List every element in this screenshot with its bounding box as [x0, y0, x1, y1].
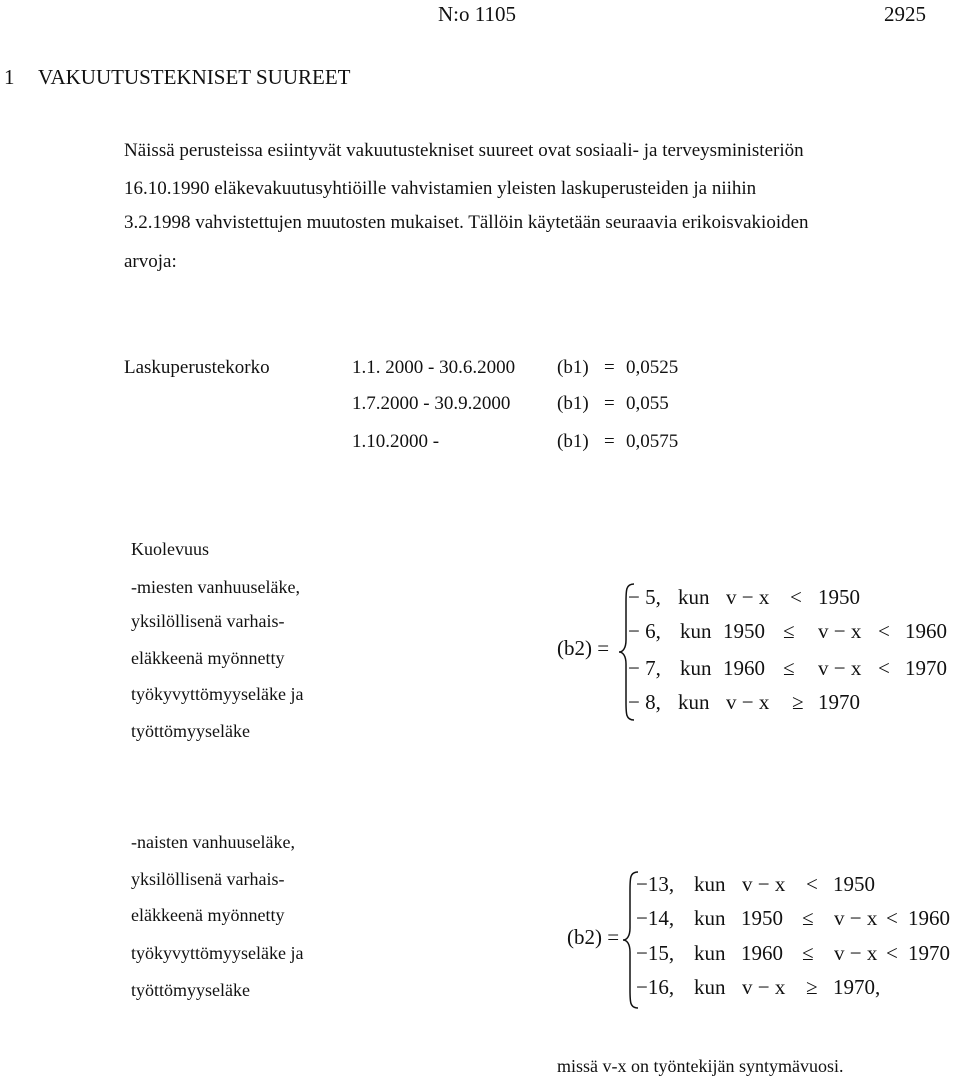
case-variable: v − x	[742, 872, 786, 896]
case-operator: <	[878, 619, 890, 643]
case-operator: <	[790, 585, 802, 609]
interest-equals: =	[604, 357, 615, 378]
women-line: yksilöllisenä varhais-	[131, 869, 285, 889]
interest-value: 0,0525	[626, 357, 679, 378]
case-variable: v − x	[834, 941, 878, 965]
case-kun: kun	[694, 975, 726, 999]
case-value: −15,	[636, 941, 675, 965]
case-operator: ≤	[783, 656, 795, 680]
footnote: missä v-x on työntekijän syntymävuosi.	[557, 1056, 844, 1076]
case-kun: kun	[678, 585, 710, 609]
men-line: työttömyyseläke	[131, 721, 250, 741]
case-variable: v − x	[818, 619, 862, 643]
interest-equals: =	[604, 393, 615, 414]
intro-line-1: Näissä perusteissa esiintyvät vakuutustekniset suureet ovat sosiaali- ja terveysministeriön	[124, 140, 804, 161]
interest-period: 1.1. 2000 - 30.6.2000	[352, 357, 516, 378]
case-variable: v − x	[726, 690, 770, 714]
case-variable: v − x	[742, 975, 786, 999]
men-line: eläkkeenä myönnetty	[131, 648, 285, 668]
case-bound: 1970	[908, 941, 950, 965]
page-number: 2925	[884, 2, 926, 26]
interest-period: 1.7.2000 - 30.9.2000	[352, 393, 511, 414]
case-operator: ≤	[802, 906, 814, 930]
women-line: eläkkeenä myönnetty	[131, 905, 285, 925]
men-line: yksilöllisenä varhais-	[131, 611, 285, 631]
case-variable: v − x	[834, 906, 878, 930]
men-formula-lhs: (b2) =	[557, 636, 610, 660]
case-bound: 1970,	[833, 975, 881, 999]
case-value: −14,	[636, 906, 675, 930]
case-operator: ≥	[792, 690, 804, 714]
case-bound: 1970	[905, 656, 947, 680]
case-kun: kun	[680, 619, 712, 643]
case-operator: ≤	[783, 619, 795, 643]
case-variable: v − x	[818, 656, 862, 680]
case-kun: kun	[694, 872, 726, 896]
case-value: −13,	[636, 872, 675, 896]
interest-symbol: (b1)	[557, 357, 589, 378]
section-number: 1	[4, 65, 15, 89]
case-kun: kun	[678, 690, 710, 714]
case-bound: 1950	[741, 906, 783, 930]
case-kun: kun	[680, 656, 712, 680]
mortality-heading: Kuolevuus	[131, 539, 209, 559]
case-operator: <	[878, 656, 890, 680]
case-operator: ≥	[806, 975, 818, 999]
case-operator: ≤	[802, 941, 814, 965]
intro-line-3: 3.2.1998 vahvistettujen muutosten mukaiset. Tällöin käytetään seuraavia erikoisvakioiden	[124, 212, 809, 233]
case-operator: <	[886, 906, 898, 930]
case-bound: 1950	[818, 585, 860, 609]
case-bound: 1960	[723, 656, 765, 680]
interest-value: 0,055	[626, 393, 669, 414]
case-bound: 1960	[908, 906, 950, 930]
interest-symbol: (b1)	[557, 431, 589, 452]
case-value: − 8,	[628, 690, 661, 714]
case-variable: v − x	[726, 585, 770, 609]
case-operator: <	[806, 872, 818, 896]
interest-label: Laskuperustekorko	[124, 357, 270, 378]
case-kun: kun	[694, 906, 726, 930]
case-bound: 1970	[818, 690, 860, 714]
interest-symbol: (b1)	[557, 393, 589, 414]
case-bound: 1960	[905, 619, 947, 643]
case-value: − 7,	[628, 656, 661, 680]
intro-line-2: 16.10.1990 eläkevakuutusyhtiöille vahvistamien yleisten laskuperusteiden ja niihin	[124, 178, 757, 199]
men-line: -miesten vanhuuseläke,	[131, 577, 300, 597]
interest-period: 1.10.2000 -	[352, 431, 440, 452]
men-line: työkyvyttömyyseläke ja	[131, 684, 304, 704]
intro-line-4: arvoja:	[124, 251, 177, 272]
women-line: -naisten vanhuuseläke,	[131, 832, 295, 852]
case-value: −16,	[636, 975, 675, 999]
case-bound: 1960	[741, 941, 783, 965]
case-kun: kun	[694, 941, 726, 965]
case-operator: <	[886, 941, 898, 965]
section-title: VAKUUTUSTEKNISET SUUREET	[38, 65, 351, 89]
case-value: − 5,	[628, 585, 661, 609]
case-bound: 1950	[723, 619, 765, 643]
women-formula-lhs: (b2) =	[567, 925, 620, 949]
interest-value: 0,0575	[626, 431, 679, 452]
women-line: työkyvyttömyyseläke ja	[131, 943, 304, 963]
document-number: N:o 1105	[438, 2, 516, 26]
case-value: − 6,	[628, 619, 661, 643]
case-bound: 1950	[833, 872, 875, 896]
women-line: työttömyyseläke	[131, 980, 250, 1000]
interest-equals: =	[604, 431, 615, 452]
